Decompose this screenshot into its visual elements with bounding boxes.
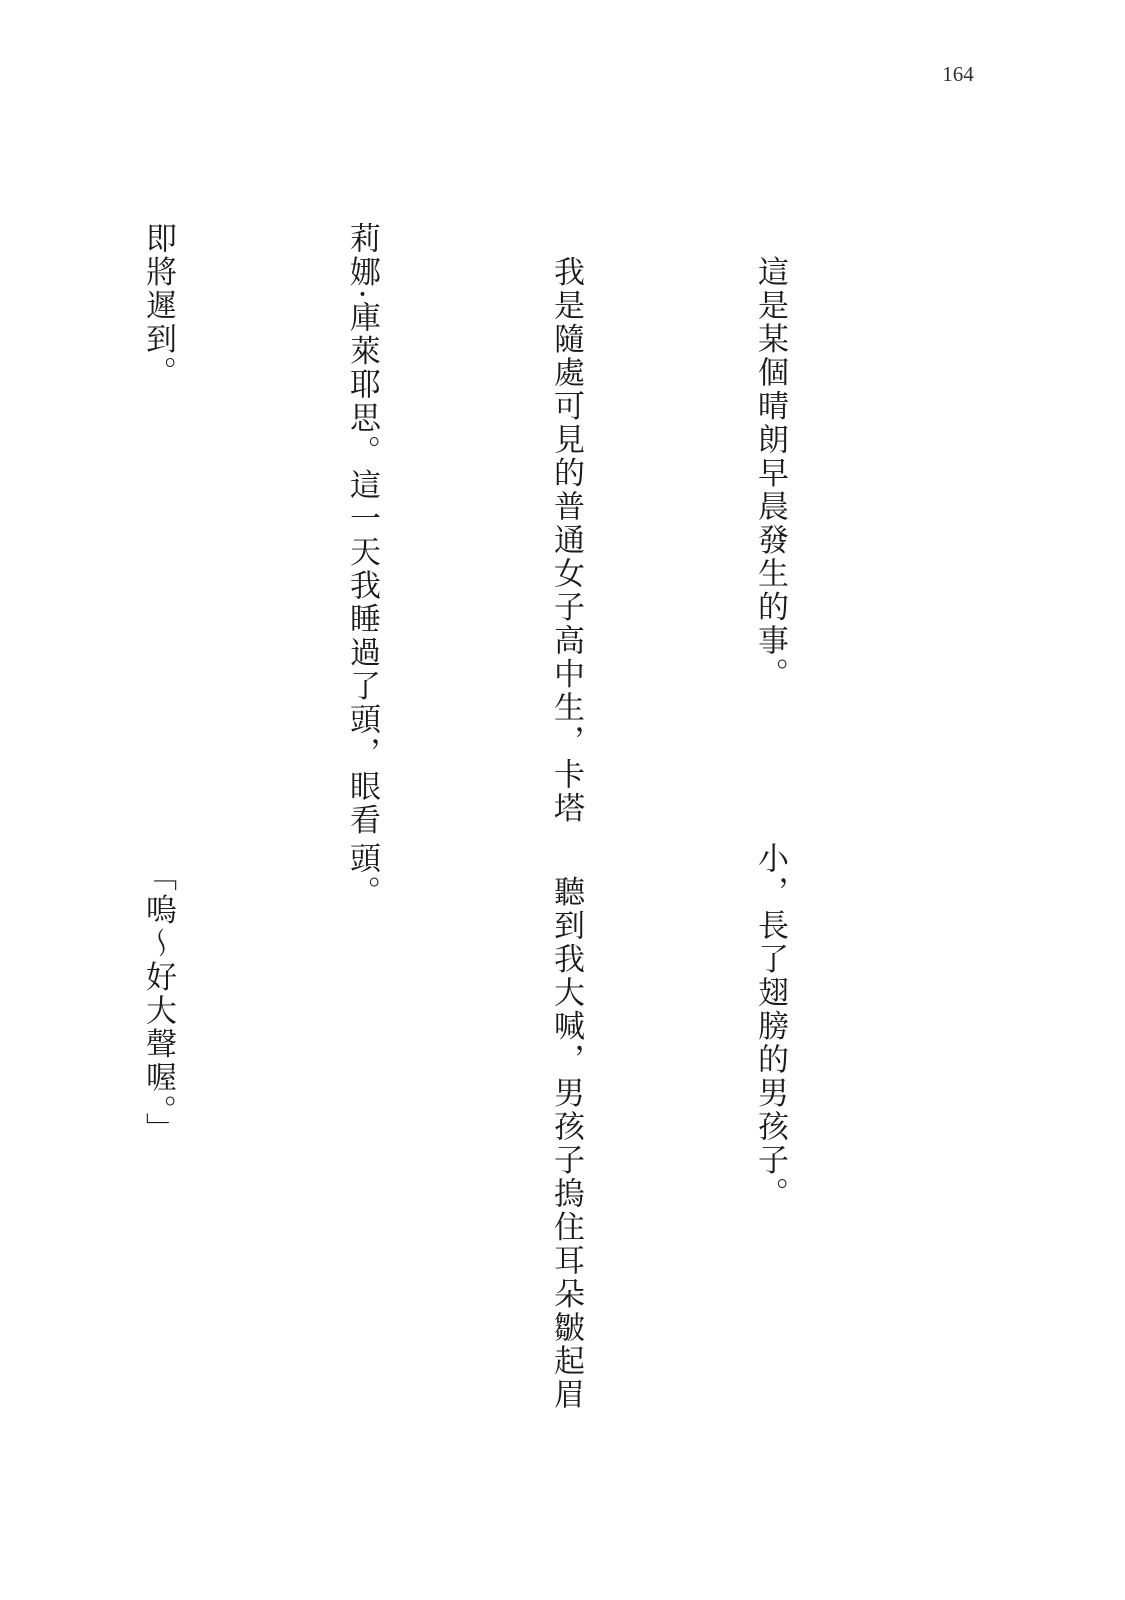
text-line: 「嗚～好大聲喔。」	[140, 842, 176, 1146]
text-line: 聽到我大喊，男孩子摀住耳朵皺起眉	[548, 842, 584, 1412]
text-line: 莉娜·庫萊耶思。這一天我睡過了頭，眼看	[344, 222, 380, 838]
text-line: 這是某個晴朗早晨發生的事。	[752, 222, 788, 691]
text-line: 我是隨處可見的普通女子高中生，卡塔	[548, 222, 584, 825]
lower-text-block	[140, 842, 940, 1422]
page-number: 164	[942, 62, 974, 86]
upper-text-block	[140, 222, 940, 838]
text-line: 即將遲到。	[140, 222, 176, 390]
text-line: 小，長了翅膀的男孩子。	[752, 842, 788, 1211]
text-line: 頭。	[344, 842, 380, 909]
